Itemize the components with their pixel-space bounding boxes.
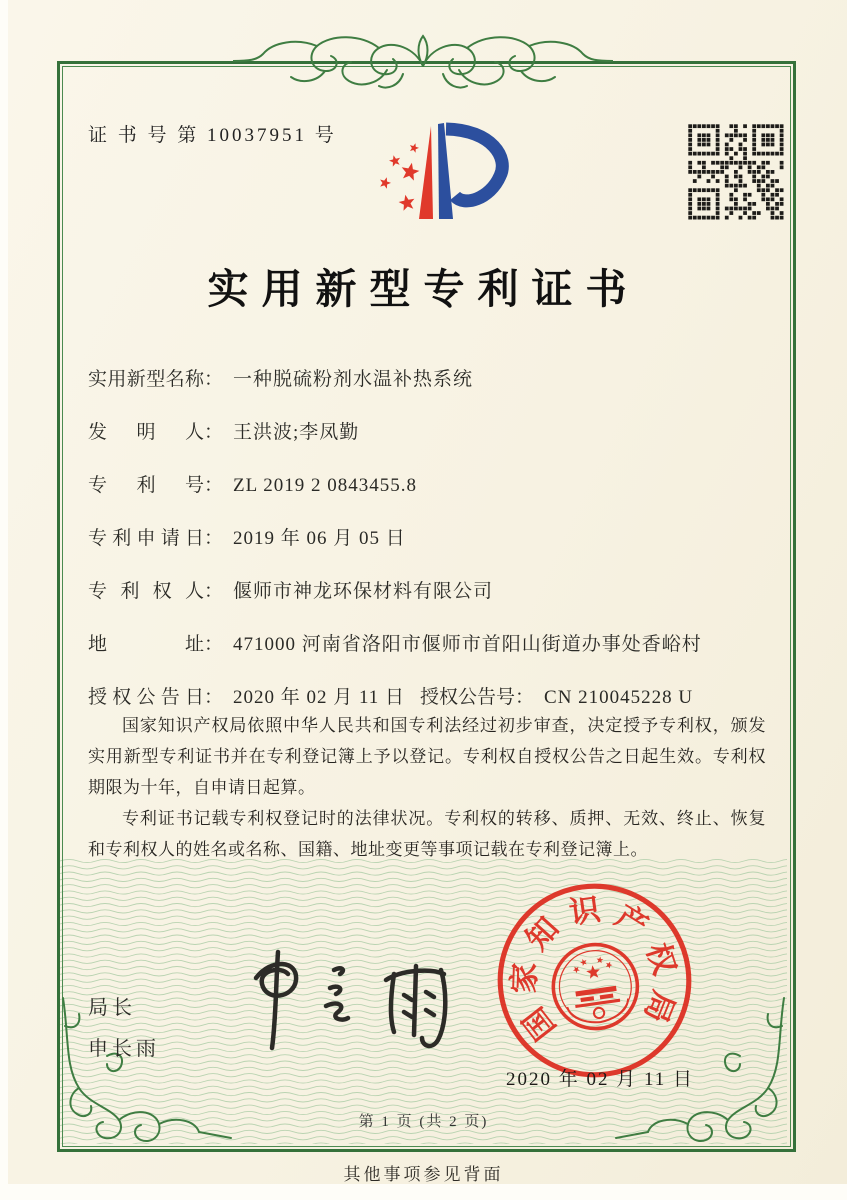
legal-paragraph-2: 专利证书记载专利权登记时的法律状况。专利权的转移、质押、无效、终止、恢复和专利权人的姓名或名称、国籍、地址变更等事项记载在专利登记簿上。 <box>88 809 766 859</box>
field-colon: ： <box>204 634 224 655</box>
director-signature <box>226 940 461 1058</box>
field-label: 授权公告日 <box>88 687 204 708</box>
field-colon: ： <box>204 422 224 443</box>
field-label: 专利申请日 <box>88 528 204 549</box>
field-row-patent-no <box>88 470 764 497</box>
field-label: 专 利 号 <box>88 475 204 496</box>
official-seal <box>479 865 711 1097</box>
grant-number-pair <box>420 682 693 709</box>
svg-text:局: 局 <box>637 985 681 1028</box>
field-colon: ： <box>204 528 224 549</box>
logo-blue-bar <box>438 123 453 219</box>
svg-text:知: 知 <box>519 911 566 957</box>
logo-blue-bowl <box>446 129 502 201</box>
page-indicator: 第 1 页 (共 2 页) <box>358 1114 489 1130</box>
logo-red-wedge <box>419 126 433 219</box>
field-label: 实用新型名称 <box>88 369 204 390</box>
grant-number-label: 授权公告号 <box>420 687 516 708</box>
field-label: 发 明 人 <box>88 422 204 443</box>
field-row-name <box>88 364 764 391</box>
back-note: 其他事项参见背面 <box>343 1165 504 1184</box>
svg-text:国: 国 <box>516 1000 563 1046</box>
field-row-inventor <box>88 417 764 444</box>
director-name: 申长雨 <box>88 1038 160 1060</box>
svg-text:产: 产 <box>609 898 654 944</box>
field-row-address <box>88 629 764 656</box>
certificate-number: 证 书 号 第 10037951 号 <box>88 125 337 146</box>
field-row-filing-date <box>88 523 764 550</box>
field-label: 地 址 <box>88 634 204 655</box>
svg-text:识: 识 <box>567 892 603 931</box>
field-value: 2019 年 06 月 05 日 <box>233 528 406 549</box>
field-colon: ： <box>515 687 535 708</box>
grant-number-value: CN 210045228 U <box>544 687 694 708</box>
fields-block <box>88 364 764 735</box>
field-colon: ： <box>204 475 224 496</box>
legal-paragraph-1: 国家知识产权局依照中华人民共和国专利法经过初步审查，决定授予专利权，颁发实用新型专利证书并在专利登记簿上予以登记。专利权自授权公告之日起生效。专利权期限为十年，自申请日起算。 <box>88 716 766 797</box>
field-row-grant-date <box>88 682 764 709</box>
certificate-title: 实用新型专利证书 <box>207 266 640 312</box>
national-emblem-icon <box>548 939 643 1034</box>
legal-text-block <box>88 710 766 865</box>
field-value: 王洪波;李凤勤 <box>233 422 360 443</box>
field-row-patentee <box>88 576 764 603</box>
field-colon: ： <box>204 369 224 390</box>
field-value: 一种脱硫粉剂水温补热系统 <box>233 369 474 390</box>
field-value: 2020 年 02 月 11 日 <box>233 687 406 708</box>
seal-date: 2020 年 02 月 11 日 <box>505 1069 695 1090</box>
field-colon: ： <box>204 687 224 708</box>
cnipa-logo-icon <box>352 108 522 236</box>
director-title: 局长 <box>88 997 136 1019</box>
svg-text:家: 家 <box>507 962 543 995</box>
qr-code-icon <box>688 124 784 220</box>
field-label: 专 利 权 人 <box>88 581 204 602</box>
field-colon: ： <box>204 581 224 602</box>
field-value: 偃师市神龙环保材料有限公司 <box>233 581 494 602</box>
svg-text:权: 权 <box>639 939 682 979</box>
field-value: ZL 2019 2 0843455.8 <box>233 475 418 496</box>
field-value: 471000 河南省洛阳市偃师市首阳山街道办事处香峪村 <box>233 634 702 655</box>
